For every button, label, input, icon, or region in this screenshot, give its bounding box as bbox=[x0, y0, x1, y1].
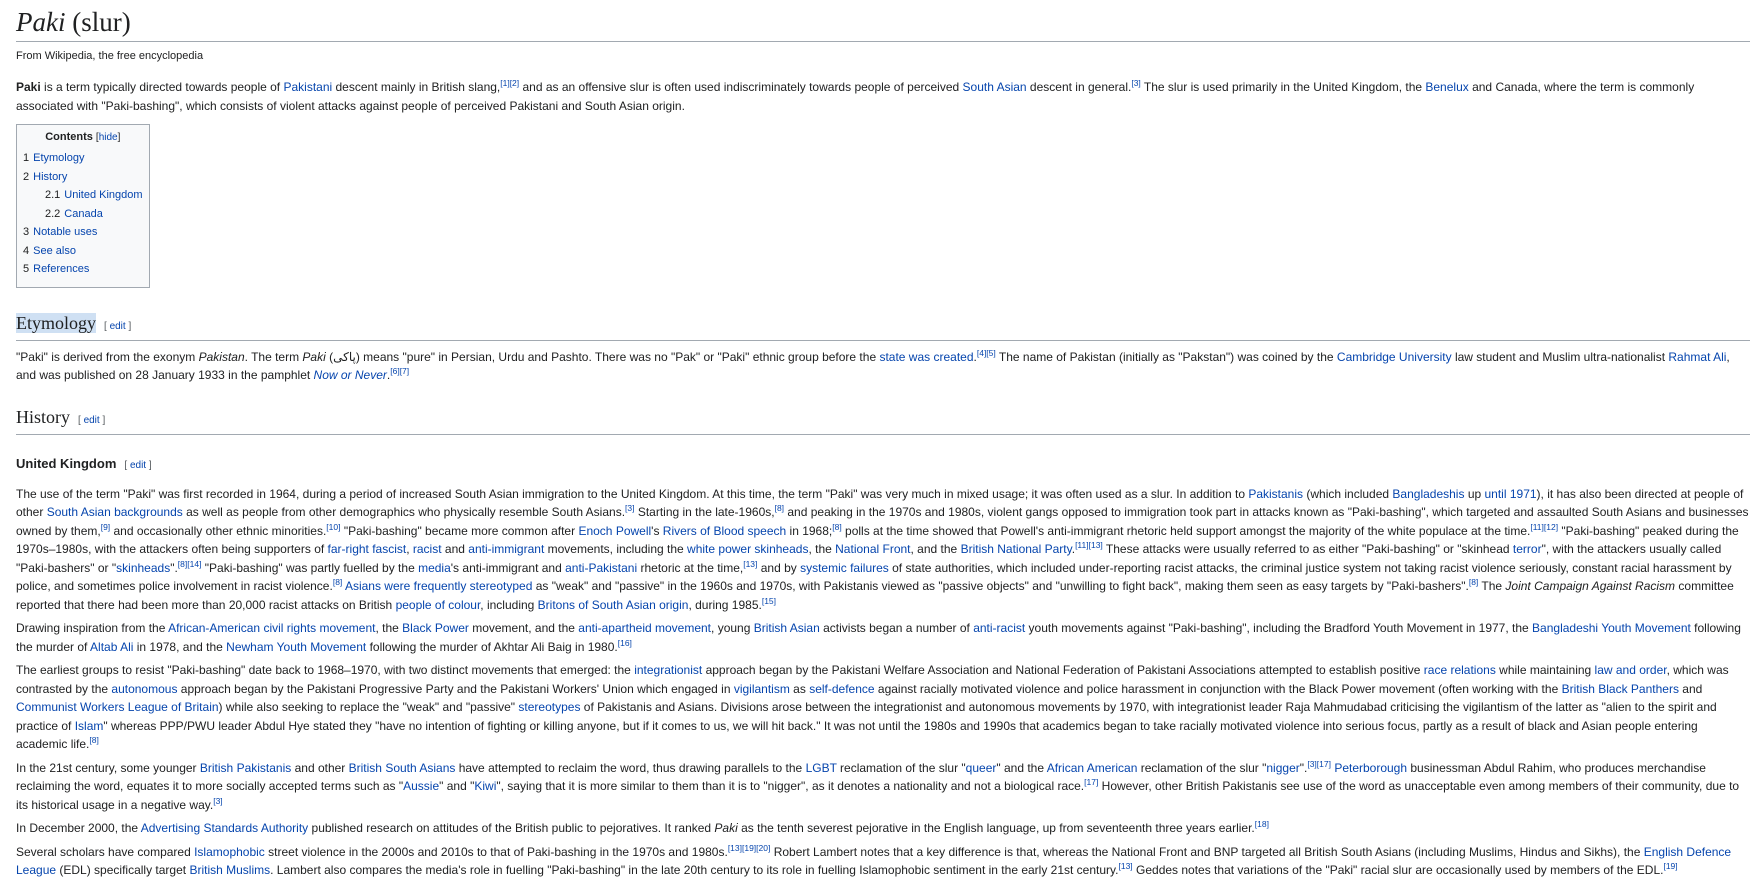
text: In December 2000, the bbox=[16, 821, 141, 835]
ref-link[interactable]: [1][2] bbox=[500, 78, 520, 88]
link[interactable]: skinheads bbox=[116, 560, 171, 575]
link[interactable]: Islam bbox=[74, 718, 104, 733]
link[interactable]: Bangladeshi Youth Movement bbox=[1532, 621, 1691, 635]
text: , including bbox=[480, 597, 538, 612]
toc-item bbox=[23, 242, 143, 261]
ref-link[interactable]: [6][7] bbox=[390, 366, 410, 376]
text: published research on attitudes of the British public to pejoratives. It ranked bbox=[308, 821, 715, 835]
text: as bbox=[789, 681, 810, 696]
ref-link[interactable]: [19] bbox=[1663, 861, 1678, 871]
text: ". bbox=[1299, 760, 1308, 775]
text: (which included bbox=[1303, 486, 1393, 501]
link[interactable]: Aussie bbox=[403, 779, 440, 793]
text: businessman Abdul Rahim, who produces merchandise reclaiming the word, equates it to more socially accepted terms such as " bbox=[16, 760, 1706, 793]
toc-item bbox=[23, 260, 143, 279]
uk-paragraph-2 bbox=[16, 619, 1750, 656]
uk-paragraph-5 bbox=[16, 819, 1750, 838]
uk-paragraph-1 bbox=[16, 485, 1750, 615]
text: descent mainly in British slang, bbox=[332, 80, 501, 94]
link[interactable]: media bbox=[418, 560, 451, 575]
text: up bbox=[1464, 486, 1485, 501]
italic-text: Paki bbox=[714, 821, 738, 835]
page-title bbox=[16, 0, 1750, 42]
text: is a term typically directed towards people of bbox=[40, 80, 284, 94]
subsection-title: United Kingdom bbox=[16, 455, 117, 471]
link[interactable]: Altab Ali bbox=[90, 639, 134, 654]
section-heading-etymology bbox=[16, 312, 1750, 341]
ref-link[interactable]: [17] bbox=[1084, 777, 1099, 787]
link[interactable]: anti-Pakistani bbox=[565, 560, 638, 575]
text: . Lambert also compares the media's role in fuelling "Paki-bashing" in the late 20th century to its role in fuelling Islamophobic sentiment in the early 21st century. bbox=[270, 863, 1119, 877]
toc-number: 4 bbox=[23, 244, 30, 257]
ref-link[interactable]: [15] bbox=[761, 595, 777, 606]
link[interactable]: terror bbox=[1512, 542, 1542, 556]
italic-link-text: Now or Never bbox=[313, 368, 387, 382]
ref-link[interactable]: [3] bbox=[1131, 78, 1141, 88]
text: " and " bbox=[439, 779, 475, 793]
text: and Canada, where the term is commonly associated with "Paki-bashing", which consists of violent attacks against people of perceived Pakistani and South Asian origin. bbox=[16, 80, 1695, 113]
uk-paragraph-3 bbox=[16, 661, 1750, 754]
ref-link[interactable]: [8] bbox=[332, 577, 343, 587]
toc-title: Contents bbox=[45, 131, 93, 143]
text: . The term bbox=[244, 349, 303, 364]
text: committee reported that there had been more than 20,000 racist attacks on British bbox=[16, 579, 1734, 612]
text: , and was published on 28 January 1933 in the pamphlet bbox=[16, 349, 1730, 382]
link[interactable]: Newham Youth Movement bbox=[226, 639, 367, 654]
ref-link[interactable]: [16] bbox=[617, 637, 632, 648]
text: However, other British Pakistanis see use of the word as unacceptable even among members of their community, due to its historical usage in a negative way. bbox=[16, 779, 1740, 812]
italic-text: Pakistan bbox=[198, 349, 245, 364]
toc-item bbox=[23, 168, 143, 187]
link[interactable]: National Front bbox=[835, 542, 911, 556]
link[interactable]: African American bbox=[1046, 760, 1138, 775]
link[interactable]: nigger bbox=[1266, 760, 1300, 775]
tagline: From Wikipedia, the free encyclopedia bbox=[16, 50, 204, 62]
text: . bbox=[973, 349, 977, 364]
title-italic: Paki bbox=[16, 7, 66, 37]
text: In the 21st century, some younger bbox=[16, 760, 200, 775]
link[interactable]: Peterborough bbox=[1334, 760, 1408, 775]
ref-link[interactable]: [11][12] bbox=[1530, 521, 1559, 532]
toc-item bbox=[23, 149, 143, 168]
ref-link[interactable]: [13] bbox=[1118, 861, 1133, 871]
link[interactable]: Rivers of Blood speech bbox=[662, 523, 787, 538]
text: The bbox=[1478, 579, 1506, 593]
toc-item bbox=[23, 223, 143, 242]
text: and bbox=[1678, 681, 1703, 696]
link[interactable]: anti-racist bbox=[973, 621, 1026, 635]
text: (EDL) specifically target bbox=[56, 863, 190, 877]
text: following the murder of Akhtar Ali Baig in 1980. bbox=[366, 639, 618, 654]
toc-list bbox=[23, 149, 143, 279]
text: These attacks were usually referred to as either "Paki-bashing" or "skinhead bbox=[1102, 542, 1513, 556]
toc-number: 3 bbox=[23, 226, 30, 238]
text: Several scholars have compared bbox=[16, 844, 195, 859]
text: street violence in the 2000s and 2010s to that of Paki-bashing in the 1970s and 1980s. bbox=[264, 844, 728, 859]
link-benelux[interactable]: Benelux bbox=[1425, 80, 1469, 94]
text: and occasionally other ethnic minorities. bbox=[110, 523, 327, 538]
edit-link[interactable]: edit bbox=[83, 414, 100, 426]
link[interactable]: systemic failures bbox=[800, 560, 889, 575]
text: . bbox=[386, 368, 391, 382]
text: "Paki-bashing" peaked during the 1970s–1980s, with the attackers often being supporters of bbox=[16, 523, 1739, 556]
link[interactable]: law and order bbox=[1594, 663, 1667, 677]
link-state-was-created[interactable]: state was created bbox=[879, 349, 974, 364]
text: in 1978, and the bbox=[133, 639, 227, 654]
toc-hide-link[interactable]: hide bbox=[98, 132, 118, 143]
toc-link-see-also[interactable]: See also bbox=[33, 244, 76, 257]
link[interactable]: vigilantism bbox=[733, 681, 790, 696]
text: The earliest groups to resist "Paki-bashing" date back to 1968–1970, with two distinct movements that emerged: the bbox=[16, 663, 635, 677]
toc-header bbox=[23, 131, 143, 143]
text: following the murder of bbox=[16, 621, 1741, 654]
toc-link-notable-uses[interactable]: Notable uses bbox=[33, 226, 98, 238]
link[interactable]: Enoch Powell bbox=[578, 523, 652, 538]
text: polls at the time showed that Powell's anti-immigrant rhetoric held support amongst the majority of the white populace at the time. bbox=[841, 523, 1531, 538]
toc-item bbox=[23, 205, 143, 224]
toc-item bbox=[23, 186, 143, 205]
section-heading-history bbox=[16, 406, 1750, 435]
toc-number: 2 bbox=[23, 170, 30, 183]
link[interactable]: white power skinheads bbox=[687, 542, 809, 556]
toc-number: 2.1 bbox=[45, 189, 61, 201]
section-title: History bbox=[16, 406, 70, 427]
link[interactable]: English Defence League bbox=[16, 844, 1732, 877]
ref-link[interactable]: [8] bbox=[832, 521, 842, 532]
link[interactable]: anti-immigrant bbox=[468, 542, 545, 556]
table-of-contents bbox=[16, 124, 150, 288]
text: as well as people from other demographics who physically resemble South Asians. bbox=[182, 505, 626, 519]
link[interactable]: autonomous bbox=[111, 681, 178, 696]
toc-link-history[interactable]: History bbox=[33, 170, 68, 183]
toc-link-united-kingdom[interactable]: United Kingdom bbox=[64, 189, 143, 201]
etymology-paragraph bbox=[16, 348, 1750, 385]
text: in 1968; bbox=[786, 523, 833, 538]
text: Starting in the late-1960s, bbox=[634, 505, 775, 519]
toc-number: 1 bbox=[23, 152, 30, 164]
text: ), it has also been directed at people of other bbox=[16, 486, 1744, 519]
link[interactable]: integrationist bbox=[634, 663, 703, 677]
link[interactable]: Asians were frequently stereotyped bbox=[344, 579, 533, 593]
toc-link-etymology[interactable]: Etymology bbox=[33, 152, 85, 164]
text: while maintaining bbox=[1495, 663, 1595, 677]
text: Geddes notes that variations of the "Paki" racial slur are occasionally used by members of the EDL. bbox=[1132, 863, 1664, 877]
text: 's anti-immigrant and bbox=[450, 560, 566, 575]
text: against racially motivated violence and police harassment in conjunction with the Black Power movement (often working with the bbox=[874, 681, 1562, 696]
text: and by bbox=[757, 560, 801, 575]
link[interactable]: Britons of South Asian origin bbox=[537, 597, 689, 612]
text: reclamation of the slur " bbox=[1137, 760, 1267, 775]
link[interactable]: British Pakistanis bbox=[199, 760, 292, 775]
text: of Pakistanis and Asians. Divisions arose between the integrationist and autonomous movements by 1970, with integrationist leader Raja Mahmudabad criticising the vigilantism of the latter as "alien to the spirit and practice of bbox=[16, 700, 1717, 733]
ref-link[interactable]: [8] bbox=[89, 735, 99, 745]
lead-paragraph bbox=[16, 78, 1750, 115]
text: as the tenth severest pejorative in the English language, up from seventeenth three years earlier. bbox=[737, 821, 1255, 835]
text: law student and Muslim ultra-nationalist bbox=[1451, 349, 1669, 364]
text: " and the bbox=[996, 760, 1047, 775]
link[interactable]: South Asian backgrounds bbox=[46, 505, 183, 519]
ref-link[interactable]: [8] bbox=[774, 503, 785, 513]
text: movements, including the bbox=[544, 542, 688, 556]
link[interactable]: British South Asians bbox=[348, 760, 456, 775]
text: ) while also seeking to replace the "weak" and "passive" bbox=[218, 700, 519, 714]
link[interactable]: race relations bbox=[1423, 663, 1496, 677]
link[interactable]: until 1971 bbox=[1484, 486, 1537, 501]
text: descent in general. bbox=[1026, 80, 1132, 94]
text: , bbox=[406, 542, 413, 556]
ref-link[interactable]: [13][19][20] bbox=[727, 842, 771, 853]
text: Robert Lambert notes that a key difference is that, whereas the National Front and BNP targeted all British South Asians (including Muslims, Hindus and Sikhs), the bbox=[770, 844, 1644, 859]
text: , the bbox=[375, 621, 403, 635]
text: , and the bbox=[910, 542, 961, 556]
text: approach began by the Pakistani Progressive Party and the Pakistani Workers' Union which engaged in bbox=[177, 681, 734, 696]
link[interactable]: Kiwi bbox=[474, 779, 497, 793]
text: The slur is used primarily in the United Kingdom, the bbox=[1140, 80, 1426, 94]
link[interactable]: Islamophobic bbox=[194, 844, 265, 859]
edit-link[interactable]: edit bbox=[129, 459, 147, 471]
link[interactable]: African-American civil rights movement bbox=[168, 621, 376, 635]
text: Drawing inspiration from the bbox=[16, 621, 169, 635]
text: have attempted to reclaim the word, thus drawing parallels to the bbox=[455, 760, 806, 775]
text: , young bbox=[711, 621, 754, 635]
link[interactable]: British Asian bbox=[753, 621, 820, 635]
ref-link[interactable]: [4][5] bbox=[976, 347, 996, 358]
ref-link[interactable]: [18] bbox=[1254, 819, 1269, 829]
subsection-heading-united-kingdom bbox=[16, 455, 1750, 475]
text: youth movements against "Paki-bashing", including the Bradford Youth Movement in 1977, the bbox=[1025, 621, 1533, 635]
text: ". bbox=[170, 560, 178, 575]
link[interactable]: British National Party bbox=[960, 542, 1072, 556]
ref-link[interactable]: [8] bbox=[1468, 577, 1479, 587]
text: and as an offensive slur is often used indiscriminately towards people of perceived bbox=[519, 80, 963, 94]
text: and peaking in the 1970s and 1980s, violent gangs opposed to immigration took part in attacks known as "Paki-bashing", which targeted and assaulted South Asians and businesses owned by them, bbox=[16, 505, 1749, 538]
ref-link[interactable]: [13] bbox=[743, 558, 758, 569]
text: "Paki" is derived from the exonym bbox=[16, 349, 199, 364]
link[interactable]: self-defence bbox=[809, 681, 875, 696]
toc-hide-toggle: [hide] bbox=[95, 132, 121, 143]
text: and bbox=[441, 542, 469, 556]
link[interactable]: Pakistanis bbox=[1248, 486, 1304, 501]
text: and other bbox=[291, 760, 349, 775]
text: . bbox=[1071, 542, 1076, 556]
ref-link[interactable]: [3] bbox=[213, 795, 223, 806]
link-south-asian[interactable]: South Asian bbox=[962, 80, 1027, 94]
text: The name of Pakistan (initially as "Pakstan") was coined by the bbox=[995, 349, 1337, 364]
text: movement, and the bbox=[468, 621, 579, 635]
edit-section: [ edit ] bbox=[78, 414, 106, 426]
link-now-or-never[interactable] bbox=[314, 368, 387, 382]
link[interactable]: Bangladeshis bbox=[1392, 486, 1465, 501]
link-rahmat-ali[interactable]: Rahmat Ali bbox=[1668, 349, 1727, 364]
link-cambridge-university[interactable]: Cambridge University bbox=[1336, 349, 1452, 364]
ref-link[interactable]: [9] bbox=[100, 521, 111, 532]
lead-bold-term: Paki bbox=[16, 80, 41, 94]
edit-section: [ edit ] bbox=[104, 320, 132, 332]
text: (پاکی) means "pure" in Persian, Urdu and Pashto. There was no "Pak" or "Paki" ethnic group before the bbox=[325, 349, 880, 364]
ref-link[interactable]: [10] bbox=[326, 521, 341, 532]
text: , the bbox=[808, 542, 836, 556]
link[interactable]: Communist Workers League of Britain bbox=[16, 700, 219, 714]
ref-link[interactable]: [3][17] bbox=[1307, 758, 1331, 769]
section-title: Etymology bbox=[16, 312, 96, 333]
text: , which was contrasted by the bbox=[16, 663, 1729, 696]
text: 's bbox=[651, 523, 663, 538]
edit-section: [ edit ] bbox=[124, 459, 152, 471]
uk-paragraph-6 bbox=[16, 843, 1750, 880]
link[interactable]: Black Power bbox=[402, 621, 469, 635]
text: The use of the term "Paki" was first recorded in 1964, during a period of increased South Asian immigration to the United Kingdom. At this time, the term "Paki" was very much in mixed usage; it was often used as a slur. In addition to bbox=[16, 486, 1249, 501]
toc-link-references[interactable]: References bbox=[33, 263, 90, 275]
uk-paragraph-4 bbox=[16, 759, 1750, 815]
ref-link[interactable]: [3] bbox=[625, 503, 635, 513]
text: rhetoric at the time, bbox=[637, 560, 744, 575]
text: of state authorities, which included under-reporting racist attacks, the criminal justice system not taking racist violence seriously, constant racial harassment by police, and sometimes police involvement in racist violence. bbox=[16, 560, 1732, 593]
text: approach began by the Pakistani Welfare Association and National Federation of Pakistani Associations attempted to establish positive bbox=[702, 663, 1424, 677]
italic-text: Joint Campaign Against Racism bbox=[1505, 579, 1676, 593]
toc-number: 2.2 bbox=[45, 207, 61, 220]
link[interactable]: people of colour bbox=[395, 597, 481, 612]
link[interactable]: stereotypes bbox=[518, 700, 581, 714]
link-pakistani[interactable]: Pakistani bbox=[283, 80, 333, 94]
link[interactable]: LGBT bbox=[805, 760, 837, 775]
link[interactable]: far-right fascist bbox=[327, 542, 407, 556]
edit-link[interactable]: edit bbox=[109, 320, 126, 332]
text: activists began a number of bbox=[819, 621, 974, 635]
italic-text: Paki bbox=[302, 349, 326, 364]
link[interactable]: anti-apartheid movement bbox=[578, 621, 712, 635]
toc-link-canada[interactable]: Canada bbox=[64, 207, 103, 220]
ref-link[interactable]: [11][13] bbox=[1075, 540, 1103, 550]
link[interactable]: British Muslims bbox=[189, 863, 271, 877]
ref-link[interactable]: [8][14] bbox=[177, 558, 202, 569]
text: reclamation of the slur " bbox=[836, 760, 966, 775]
text: ", saying that it is more similar to them than it is to "nigger", as it denotes a nationality and not a biological race. bbox=[496, 779, 1085, 793]
title-suffix: (slur) bbox=[65, 7, 131, 37]
text: "Paki-bashing" became more common after bbox=[340, 523, 579, 538]
text: , during 1985. bbox=[688, 597, 762, 612]
link[interactable]: Advertising Standards Authority bbox=[140, 821, 309, 835]
link[interactable]: queer bbox=[965, 760, 997, 775]
text: " whereas PPP/PWU leader Abdul Hye stated they "have no intention of fighting or killing anyone, but if it comes to us, we will hit back." It was not until the 1980s and 1990s that academics began to take racially motivated violence into serious focus, partly as a result of black and Asian people entering academic life. bbox=[16, 718, 1698, 751]
link[interactable]: British Black Panthers bbox=[1561, 681, 1679, 696]
text: as "weak" and "passive" in the 1960s and 1970s, with Pakistanis viewed as "passive objects" and "unwilling to fight back", making them seen as easy targets by "Paki-bashers". bbox=[532, 579, 1469, 593]
link[interactable]: racist bbox=[412, 542, 442, 556]
toc-number: 5 bbox=[23, 263, 30, 275]
text: ", with the attackers usually called "Paki-bashers" or " bbox=[16, 542, 1722, 575]
text: "Paki-bashing" was partly fuelled by the bbox=[201, 560, 419, 575]
article bbox=[16, 0, 1750, 885]
